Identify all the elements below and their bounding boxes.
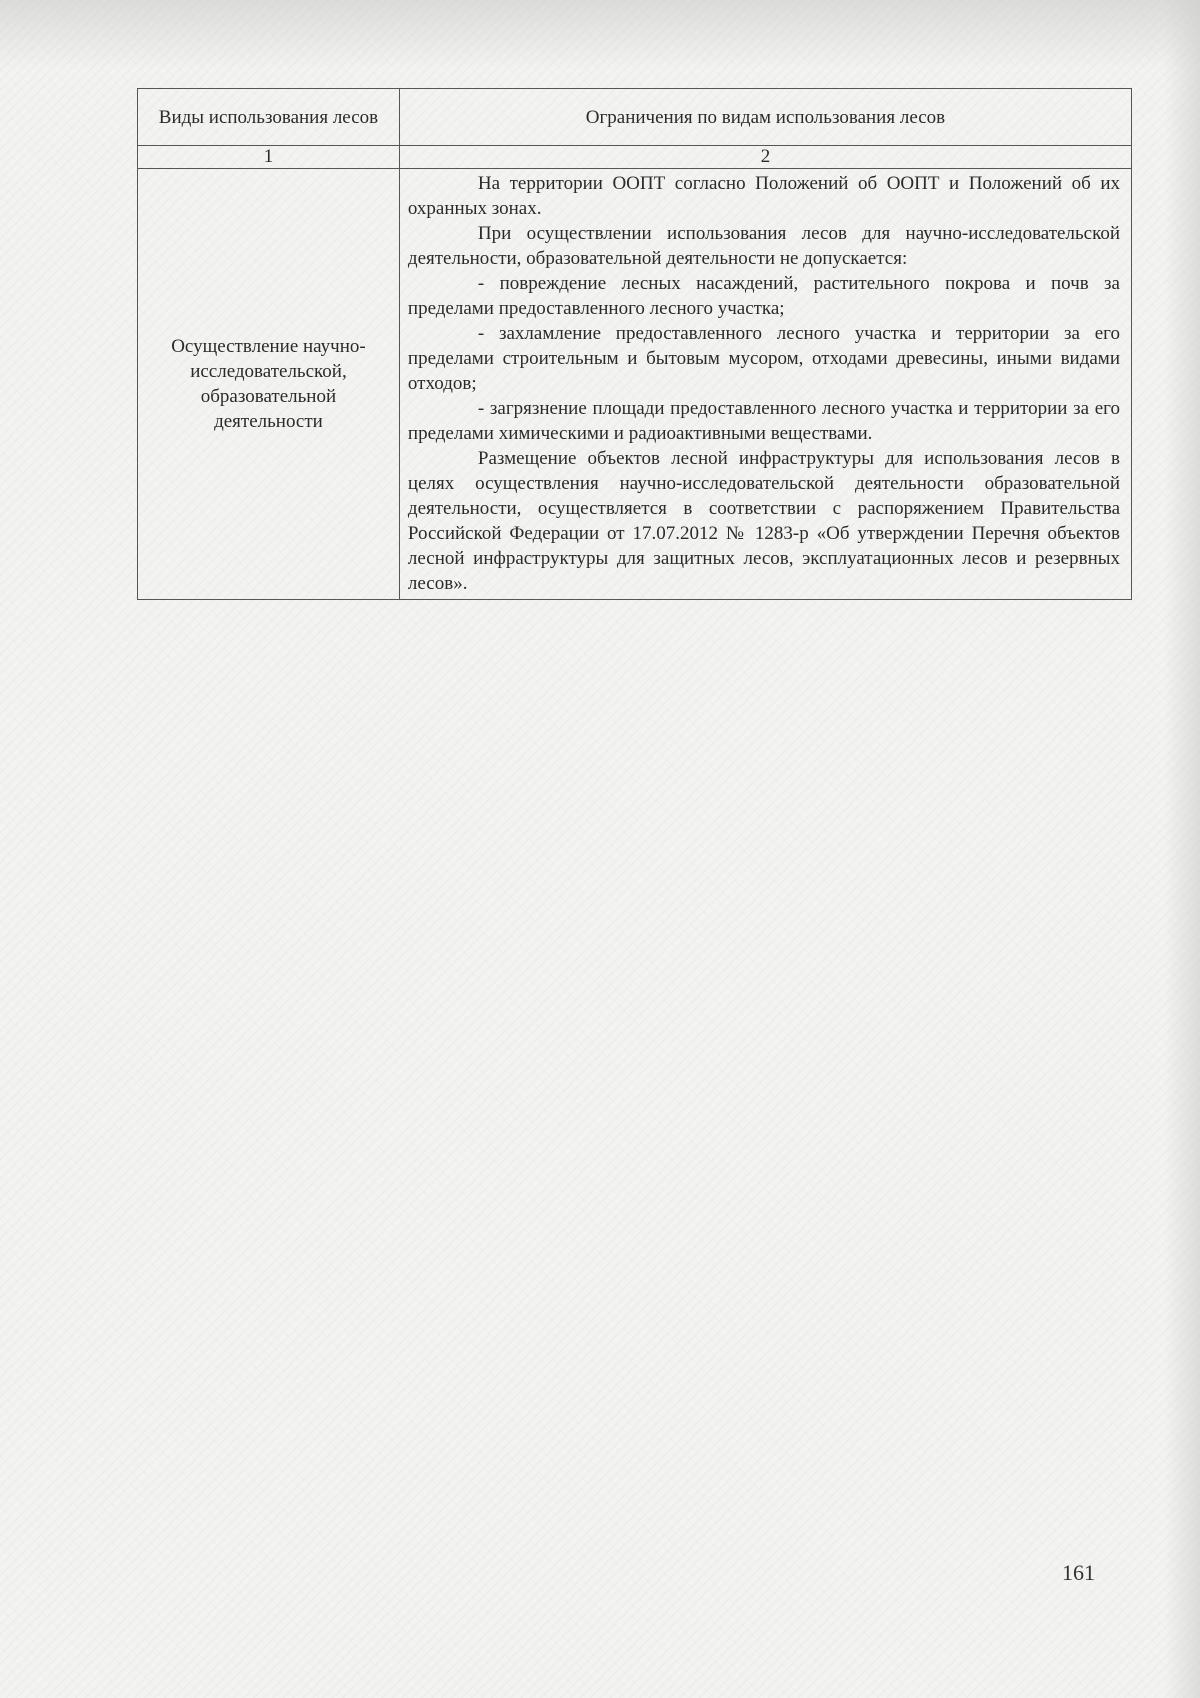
paragraph-oopt: На территории ООПТ согласно Положений об ООПТ и Положений об их охранных зонах. bbox=[407, 173, 1120, 219]
use-type-cell: Осуществление научно-исследовательской, образовательной деятельности bbox=[138, 169, 400, 600]
page-number: 161 bbox=[1062, 1560, 1095, 1585]
scan-top-shadow bbox=[0, 0, 1200, 70]
column-number-row bbox=[138, 146, 1132, 169]
column-number-2: 2 bbox=[399, 146, 1131, 169]
header-forest-use-types: Виды использования лесов bbox=[138, 89, 400, 146]
column-number-1: 1 bbox=[138, 146, 400, 169]
scan-right-shadow bbox=[1164, 0, 1200, 1698]
table-row bbox=[138, 169, 1132, 600]
list-item-littering: - захламление предоставленного лесного участка и территории за его пределами строительным и бытовым мусором, отходами древесины, иными видами отходов; bbox=[407, 323, 1120, 394]
header-restrictions: Ограничения по видам использования лесов bbox=[399, 89, 1131, 146]
paragraph-not-allowed: При осуществлении использования лесов для научно-исследовательской деятельности, образовательной деятельности не допускается: bbox=[407, 223, 1120, 269]
list-item-damage: - повреждение лесных насаждений, растительного покрова и почв за пределами предоставленного лесного участка; bbox=[407, 273, 1120, 319]
restrictions-cell bbox=[399, 169, 1131, 600]
forest-use-restrictions-table bbox=[137, 88, 1132, 600]
table-header-row bbox=[138, 89, 1132, 146]
list-item-pollution: - загрязнение площади предоставленного лесного участка и территории за его пределами химическими и радиоактивными веществами. bbox=[407, 398, 1120, 444]
paragraph-infrastructure: Размещение объектов лесной инфраструктуры для использования лесов в целях осуществления научно-исследовательской деятельности образовательной деятельности, осуществляется в соответствии с распоряжением Правительства Российской Федерации от 17.07.2012 № 1283-р «Об утверждении Перечня объектов лесной инфраструктуры для защитных лесов, эксплуатационных лесов и резервных лесов». bbox=[407, 448, 1120, 594]
